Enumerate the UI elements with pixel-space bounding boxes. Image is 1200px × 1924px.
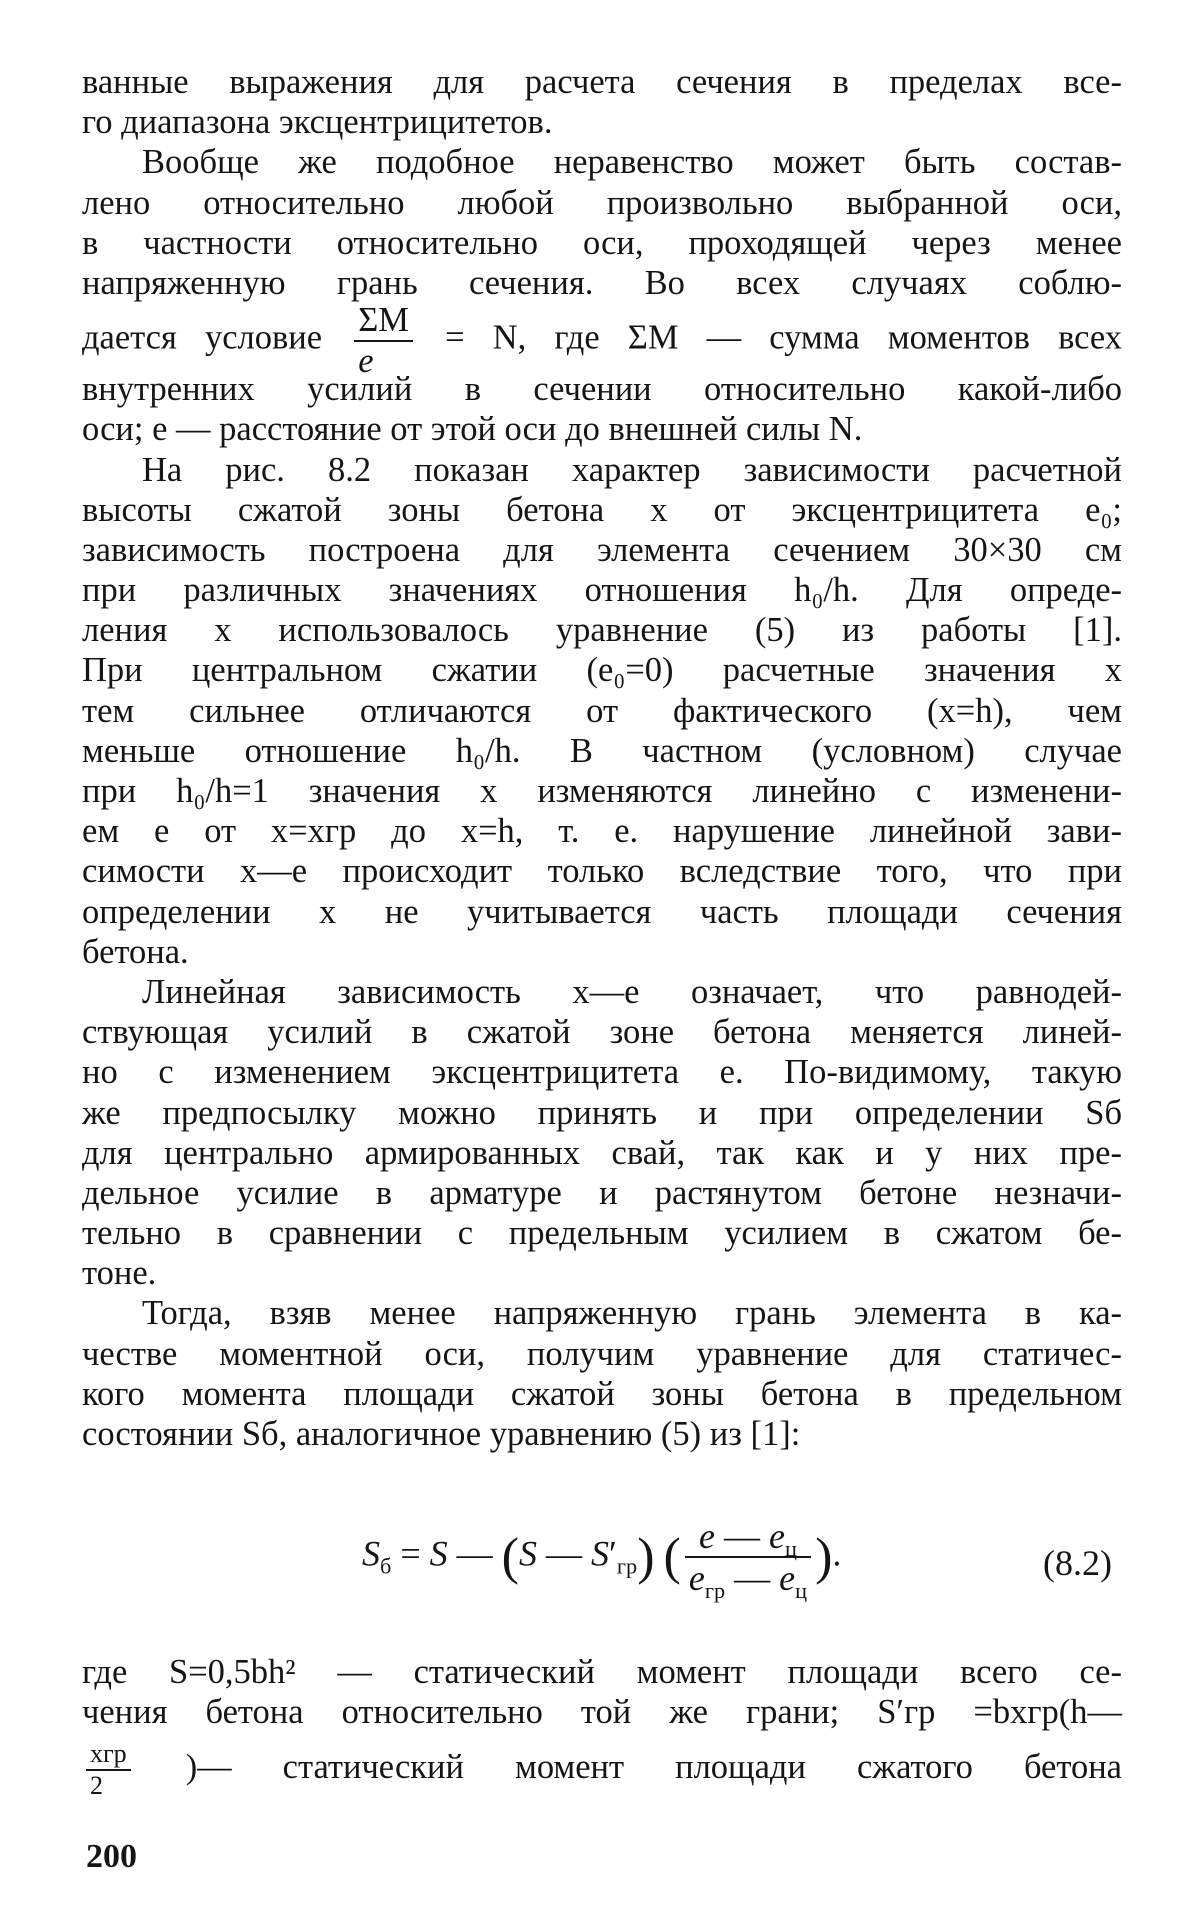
text-fragment: )— статический момент площади сжатого бетона [185,1748,1122,1787]
text-line: кого момента площади сжатой зоны бетона в предельном [82,1374,1122,1413]
text-line: Вообще же подобное неравенство может быть состав- [142,143,1122,182]
text-line-with-fraction [82,1732,1122,1802]
text-block-top [82,62,1122,1454]
text-line: ствующая усилий в сжатой зоне бетона меняется линей- [82,1013,1122,1052]
text-line: напряженную грань сечения. Во всех случаях соблю- [82,263,1122,302]
equation-fraction: $\frac{e — e_ц}{e_{гр} — e_ц}$ [685,1518,811,1596]
math-symbol: e [358,341,374,380]
text-line: для центрально армированных свай, так как и у них пре- [82,1133,1122,1172]
text-line: На рис. 8.2 показан характер зависимости расчетной [142,450,1122,489]
text-line: в частности относительно оси, проходящей через менее [82,223,1122,262]
text-line: ем e от x=xгр до x=h, т. е. нарушение линейной зави- [82,812,1122,851]
text-fragment: дается условие [82,318,323,357]
text-line: тельно в сравнении с предельным усилием в сжатом бе- [82,1214,1122,1253]
text-line: ванные выражения для расчета сечения в пределах все- [82,63,1122,101]
text-line: оси; e — расстояние от этой оси до внешней силы N. [82,410,863,449]
text-line: состоянии Sб, аналогичное уравнению (5) из [1]: [82,1415,801,1453]
fraction-denominator: 2 [90,1771,103,1801]
fraction-numerator: xгр [86,1741,131,1771]
equation-8-2 [82,1500,1122,1610]
text-line: зависимость построена для элемента сечением 30×30 см [82,530,1122,569]
equation-number: (8.2) [1043,1543,1112,1583]
text-line-with-fraction [82,301,1123,380]
fraction-numerator: ΣM [354,303,413,342]
text-line: бетона. [82,932,189,971]
text-line: же предпосылку можно принять и при определении Sб [82,1093,1122,1132]
text-block-bottom [82,1652,1122,1802]
fraction-sum-m-over-e [354,303,413,378]
text-line: чения бетона относительно той же грани; S′гр =bxгр(h— [82,1693,1122,1732]
text-line: тем сильнее отличаются от фактического (x=h), чем [82,691,1122,730]
text-line: честве моментной оси, получим уравнение для статичес- [82,1334,1122,1373]
text-line: тоне. [82,1254,157,1293]
page-number: 200 [86,1838,137,1875]
text-line: определении x не учитывается часть площади сечения [82,892,1122,931]
equation-body: $S_б = S$ — (S — $S'_{гр}$) ( $\frac{e — e_ц}{e_{гр} — e_ц}$ ). [362,1516,842,1604]
text-line: где S=0,5bh² — статический момент площади всего се- [82,1653,1122,1691]
text-line: при различных значениях отношения h₀/h. Для опреде- [82,571,1122,610]
text-line: но с изменением эксцентрицитета e. По-видимому, такую [82,1053,1122,1092]
text-line: меньше отношение h₀/h. В частном (условном) случае [82,731,1122,770]
text-line: Линейная зависимость x—e означает, что равнодей- [142,972,1122,1011]
text-line: внутренних усилий в сечении относительно какой-либо [82,370,1122,409]
text-line: симости x—e происходит только вследствие того, что при [82,852,1122,891]
text-line: Тогда, взяв менее напряженную грань элемента в ка- [142,1294,1122,1333]
text-line: го диапазона эксцентрицитетов. [82,103,553,142]
text-line: ления x использовалось уравнение (5) из работы [1]. [82,611,1122,650]
fraction-x-gr-over-2 [86,1741,131,1799]
text-fragment: = N, где ΣM — сумма моментов всех [445,318,1123,357]
text-line: высоты сжатой зоны бетона x от эксцентрицитета e₀; [82,490,1122,529]
text-line: дельное усилие в арматуре и растянутом бетоне незначи- [82,1173,1122,1212]
text-line: лено относительно любой произвольно выбранной оси, [82,183,1122,222]
text-line: при h₀/h=1 значения x изменяются линейно с изменени- [82,772,1122,810]
text-line: При центральном сжатии (e₀=0) расчетные значения x [82,651,1122,690]
